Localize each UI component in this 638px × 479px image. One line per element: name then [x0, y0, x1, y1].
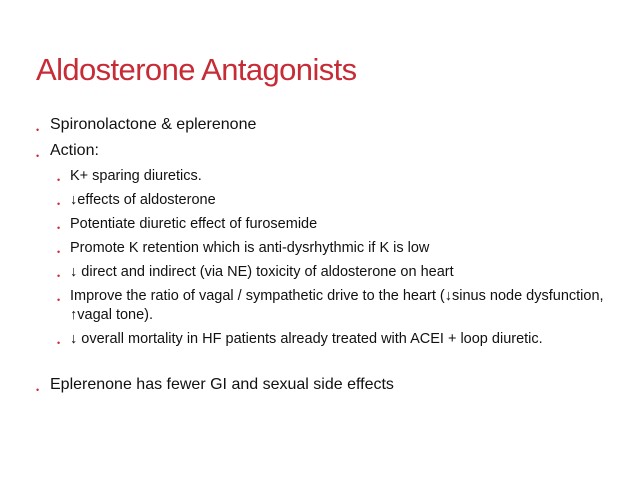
bullet-dot-icon: • [57, 247, 61, 257]
bullet-dot-icon: • [36, 125, 40, 135]
bullet-drugs [36, 115, 616, 135]
sub-bullet-text: K+ sparing diuretics. [70, 168, 202, 184]
sub-bullet-vagal-ratio [36, 287, 616, 325]
sub-bullet-text: ↓effects of aldosterone [70, 192, 216, 208]
sub-bullet-furosemide [36, 215, 616, 234]
bullet-list [36, 115, 616, 401]
sub-bullet-text: Potentiate diuretic effect of furosemide [70, 216, 318, 232]
bullet-dot-icon: • [36, 151, 40, 161]
sub-bullet-k-retention [36, 239, 616, 258]
sub-bullet-text: ↓ direct and indirect (via NE) toxicity of aldosterone on heart [70, 264, 454, 280]
sub-bullet-aldosterone-effects [36, 191, 616, 210]
sub-bullet-text: Promote K retention which is anti-dysrhythmic if K is low [70, 240, 430, 256]
sub-bullet-text: Improve the ratio of vagal / sympathetic drive to the heart (↓sinus node dysfunction, ↑vagal tone). [70, 288, 604, 323]
bullet-text: Eplerenone has fewer GI and sexual side effects [50, 376, 394, 393]
sub-bullet-text: ↓ overall mortality in HF patients already treated with ACEI + loop diuretic. [70, 331, 543, 347]
sub-bullet-toxicity [36, 263, 616, 282]
bullet-text: Action: [50, 142, 99, 159]
bullet-dot-icon: • [57, 338, 61, 348]
bullet-dot-icon: • [57, 295, 61, 305]
bullet-dot-icon: • [57, 175, 61, 185]
slide-title: Aldosterone Antagonists [36, 52, 357, 87]
sub-bullet-mortality [36, 330, 616, 349]
bullet-dot-icon: • [36, 385, 40, 395]
bullet-action [36, 141, 616, 161]
bullet-text: Spironolactone & eplerenone [50, 116, 257, 133]
bullet-side-effects [36, 375, 616, 395]
bullet-dot-icon: • [57, 199, 61, 209]
sub-bullet-k-sparing [36, 167, 616, 186]
bullet-dot-icon: • [57, 223, 61, 233]
bullet-dot-icon: • [57, 271, 61, 281]
